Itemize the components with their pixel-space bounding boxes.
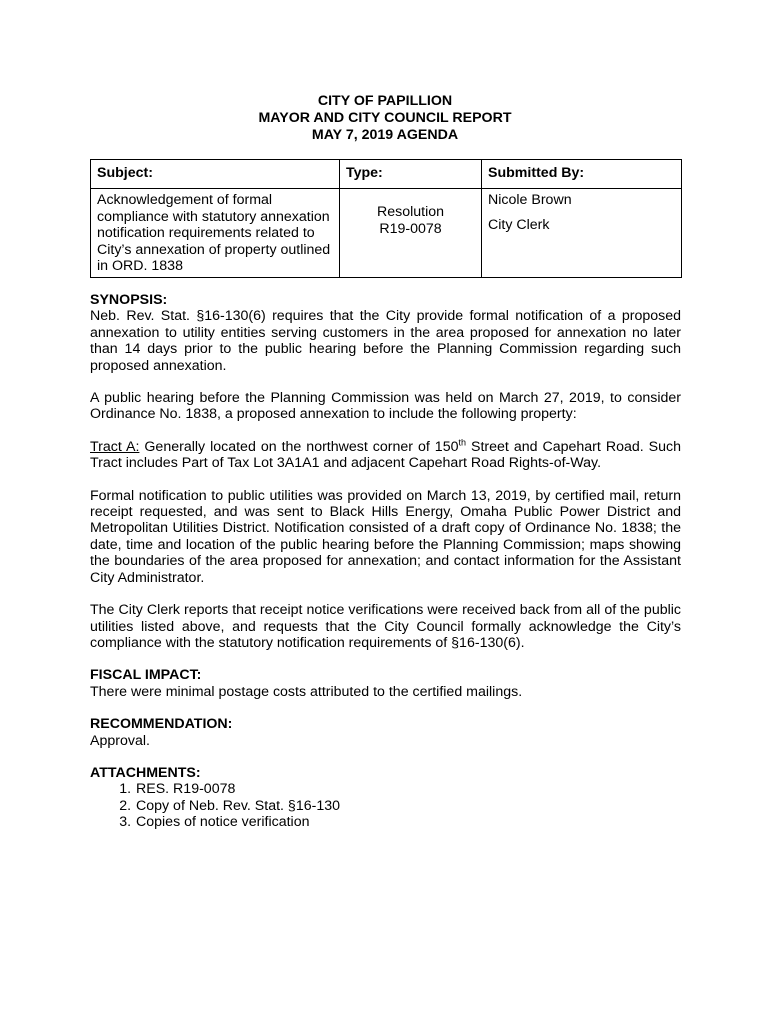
submitted-by-value xyxy=(482,189,682,278)
synopsis-paragraph-5: The City Clerk reports that receipt notice verifications were received back from all of the public utilities listed above, and requests that the City Council formally acknowledge the City’s compliance with the statutory notification requirements of §16-130(6). xyxy=(90,602,681,651)
tract-text-b: Street and Capehart Road. Such Tract includes Part of Tax Lot 3A1A1 and adjacent Capehart Road Rights-of-Way. xyxy=(90,438,682,472)
tract-paragraph xyxy=(90,439,681,472)
subject-value: Acknowledgement of formal compliance with statutory annexation notification requirements related to City’s annexation of property outlined in ORD. 1838 xyxy=(91,189,340,278)
type-label: Type: xyxy=(340,160,482,189)
attachment-item: 3. Copies of notice verification xyxy=(135,814,681,830)
tract-superscript: th xyxy=(458,437,466,448)
header-report-title: MAYOR AND CITY COUNCIL REPORT xyxy=(258,110,512,126)
submitter-title: City Clerk xyxy=(488,216,550,233)
info-table-content-row xyxy=(91,189,682,278)
header-city: CITY OF PAPILLION xyxy=(317,93,453,109)
attachments-title: ATTACHMENTS: xyxy=(90,764,201,781)
recommendation-text: Approval. xyxy=(90,732,150,749)
fiscal-impact-title: FISCAL IMPACT: xyxy=(90,667,202,684)
info-table xyxy=(90,159,682,278)
submitter-name: Nicole Brown xyxy=(488,192,572,208)
info-table-header-row xyxy=(91,160,682,189)
type-value xyxy=(340,189,482,278)
type-line-2: R19-0078 xyxy=(379,220,442,237)
attachment-item: 1. RES. R19-0078 xyxy=(135,781,681,797)
attachment-item: 2. Copy of Neb. Rev. Stat. §16-130 xyxy=(135,798,681,814)
synopsis-paragraph-4: Formal notification to public utilities was provided on March 13, 2019, by certified mail, return receipt requested, and was sent to Black Hills Energy, Omaha Public Power District and Metropolitan Utilities District. Notification consisted of a draft copy of Ordinance No. 1838; the date, time and location of the public hearing before the Planning Commission; maps showing the boundaries of the area proposed for annexation; and contact information for the Assistant City Administrator. xyxy=(90,487,681,586)
attachments-list xyxy=(90,781,681,830)
subject-label: Subject: xyxy=(91,160,340,189)
fiscal-impact-text: There were minimal postage costs attributed to the certified mailings. xyxy=(90,683,523,700)
synopsis-title: SYNOPSIS: xyxy=(90,292,168,308)
type-line-1: Resolution xyxy=(376,204,445,220)
synopsis-paragraph-1: Neb. Rev. Stat. §16-130(6) requires that the City provide formal notification of a proposed annexation to utility entities serving customers in the area proposed for annexation no later than 14 days prior to the public hearing before the Planning Commission regarding such proposed annexation. xyxy=(90,308,681,374)
synopsis-paragraph-2: A public hearing before the Planning Commission was held on March 27, 2019, to consider Ordinance No. 1838, a proposed annexation to include the following property: xyxy=(90,390,681,423)
recommendation-title: RECOMMENDATION: xyxy=(90,716,233,733)
report-body xyxy=(90,292,681,831)
tract-label: Tract A: xyxy=(90,438,140,455)
submitted-by-label: Submitted By: xyxy=(482,160,682,189)
header-agenda-date: MAY 7, 2019 AGENDA xyxy=(311,127,459,143)
report-header xyxy=(0,93,770,144)
tract-text-a: Generally located on the northwest corner of 150 xyxy=(139,438,459,455)
